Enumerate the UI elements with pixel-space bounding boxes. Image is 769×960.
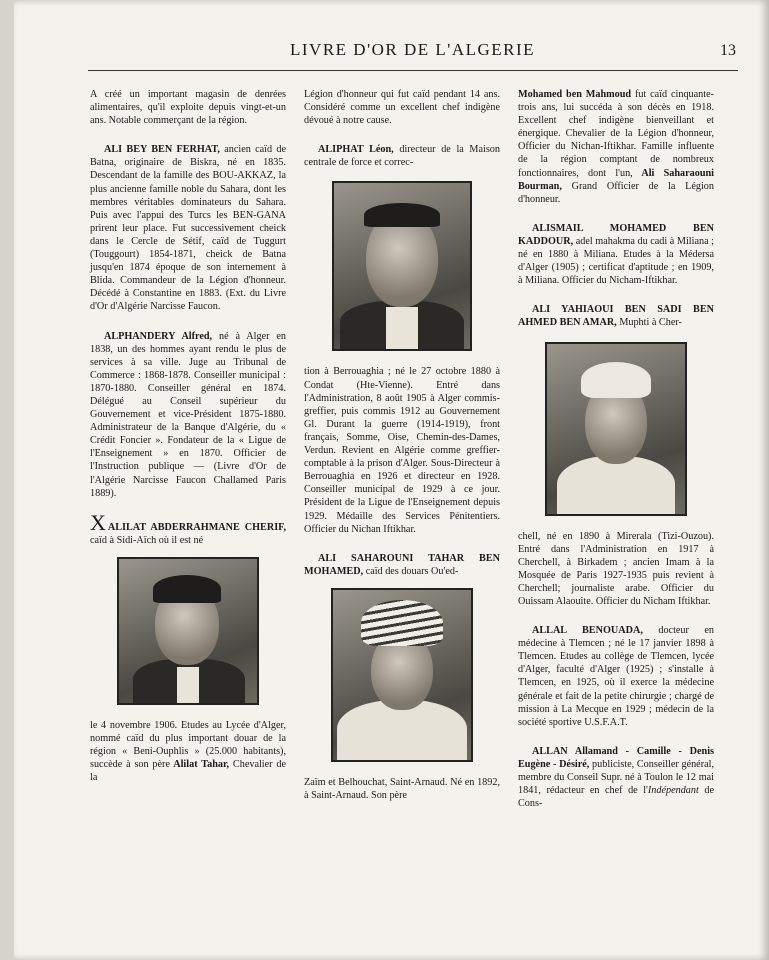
portrait-robe [557,456,675,516]
entry-continuation: chell, né en 1890 à Mirerala (Tizi-Ouzou). Entré dans l'Administration en 1917 à Cherchell, à Birkadem ; ancien Imam à la Mosquée de Paris 1927-1935 puis revient à Cherchell; journaliste arabe. Officier du Ouissam Alaouite. Officier du Nicham Iftikhar. [518,530,714,607]
entry-name: ALIPHAT Léon, [318,144,394,156]
entry-name: Alilat Tahar, [169,759,230,771]
running-title: LIVRE D'OR DE L'ALGERIE [290,40,536,59]
entry-name: ALI SAHAROUNI TAHAR BEN MOHAMED, [304,552,500,577]
portrait-photo-alilat [117,557,259,705]
column-1 [90,88,286,800]
entry-name: Mohamed ben Mahmoud [518,89,632,100]
entry-text: directeur de la Maison centrale de force et correc- [304,144,500,169]
entry-text: publiciste, Conseiller général, membre du Conseil Supr. né à Toulon le 12 mai 1841, rédacteur en chef de l' [518,758,714,797]
portrait-photo-aliphat [332,181,472,351]
portrait-hair [364,203,440,227]
entry-text: né à Alger en 1838, un des hommes ayant rendu le plus de services à sa ville. Juge au Tribunal de Commerce : 1868-1878. Conseiller municipal : 1870-1880. Conseiller général en 1874. Délégué au Conseil supérieur du Gouvernement et vice-Président 1875-1880. Administrateur de la Banque d'Algérie, du « Crédit Foncier ». Fondateur de la « Ligue de l'Enseignement » en 1870. Officier de l'Instruction publique — (Livre d'Or de l'Algérie Narcisse Faucon Challamed Paris 1889). [90,330,286,499]
entry-name: ALLAN Allamand - Camille - Denis Eugène - Désiré, [518,745,714,770]
page-number: 13 [720,42,736,59]
portrait-shirt [177,667,199,705]
entry-ali-bey-ben-ferhat [90,143,286,313]
entry-continuation: Légion d'honneur qui fut caïd pendant 14 ans. Considéré comme un excellent chef indigène dévoué à notre cause. [304,89,500,127]
entry-ali-saharouni [304,552,500,578]
entry-continuation [90,719,286,784]
entry-continuation: tion à Berrouaghia ; né le 27 octobre 1880 à Condat (Hte-Vienne). Entré dans l'Administration, 8 août 1905 à Alger commis-greffier, puis commis 1912 au Gouvernement Gl. Durant la guerre (1914-1919), front français, Somme, Oise, Chemin-des-Dames, Verdun. Revient en Algérie comme greffier-comptable à la prison d'Alger. Sous-Directeur à Berrouaghia en 1926 et directeur en 1928. Conseiller municipal de 1929 à ce jour. Président de la Ligue de l'Enseignement depuis 1929. Médaille des Services Pénitentiers. Officier du Nichan Iftikhar. [304,366,500,535]
handwritten-mark: X [90,509,106,535]
portrait-hair [153,575,221,603]
entry-paragraph: A créé un important magasin de denrées alimentaires, qu'il exploite depuis vingt-et-un ans. Notable commerçant de la région. [90,89,286,127]
header-rule [88,70,738,71]
entry-name: ALISMAIL MOHAMED BEN KADDOUR, [518,222,714,247]
portrait-shirt [386,307,418,351]
entry-continuation: Zaïm et Belhouchat, Saint-Arnaud. Né en 1892, à Saint-Arnaud. Son père [304,776,500,801]
entry-text: docteur en médecine à Tlemcen ; né le 17 janvier 1898 à Tlemcen. Etudes au collège de Tlemcen, lycée d'Alger, faculté d'Alger (1925) ; s'installe à Tlemcen, en 1925, où il exerce la médecine générale et fait de la petite chirurgie ; chargé de mission à La Mecque en 1929 ; médecin de la société sportive U.S.F.A.T. [518,625,714,728]
entry-ali-yahiaoui [518,303,714,329]
document-page [14,0,769,960]
entry-text: Muphti à Cher- [616,317,682,329]
entry-alismail [518,222,714,287]
entry-text: Chevalier de la [90,759,286,784]
entry-text: de Cons- [518,785,714,810]
entry-name: ALPHANDERY Alfred, [104,330,213,342]
entry-name: ALI BEY BEN FERHAT, [104,144,220,156]
entry-name: ALI YAHIAOUI BEN SADI BEN AHMED BEN AMAR, [518,304,714,329]
portrait-photo-ali-yahiaoui [545,342,687,516]
entry-name: ALLAL BENOUADA, [532,625,643,637]
entry-text: le 4 novembre 1906. Etudes au Lycée d'Alger, nommé caïd du plus important douar de la région « Beni-Ouphlis » (25.000 habitants), succède à son père [90,719,286,771]
entry-text: caïd des douars Ou'ed- [363,565,459,577]
entry-alilat [90,509,286,547]
entry-text: caïd à Sidi-Aïch où il est né [90,534,204,546]
entry-name: Ali Saharaouni Bourman, [518,167,714,192]
entry-text: Grand Officier de la Légion d'honneur. [518,180,714,205]
entry-text: ancien caïd de Batna, originaire de Biskra, né en 1835. Descendant de la famille des BOU-AKKAZ, la plus ancienne famille noble du Sahara, dont les membres véritables dominateurs du Sahara. Puis avec l'appui des Turcs les BEN-GANA prirent leur place. Fut successivement cheick dans le Cercle de Sétif, caïd de Tuggurt (Touggourt) 1854-1871, cheick de Batna jusqu'en 1874 époque de son internement à Blida. Commandeur de la Légion d'honneur. Décédé à Constantine en 1883. (Ext. du Livre d'Or d'Algérie Narcisse Faucon. [90,144,286,313]
entry-continuation [518,88,714,206]
entry-aliphat [304,143,500,169]
entry-allan [518,745,714,810]
portrait-turban [361,600,443,646]
entry-allal-benouada [518,624,714,729]
column-2 [304,88,500,818]
column-3 [518,88,714,826]
entry-alphandery [90,330,286,500]
page-header [14,36,769,76]
entry-name: ALILAT ABDERRAHMANE CHERIF, [107,521,286,533]
portrait-cap [581,362,651,398]
entry-text: adel mahakma du cadi à Miliana ; né en 1880 à Miliana. Etudes à la Médersa d'Alger (1905) ; certificat d'aptitude ; en 1909, à Miliana. Officier du Nicham-Iftikhar. [518,235,714,287]
entry-italic: Indépendant [647,785,699,797]
entry-text: fut caïd cinquante-trois ans, lui succéda à son décès en 1918. Excellent chef indigène bienveillant et énergique. Chevalier de la Légion d'honneur, Officier du Nichan-Iftikhar. Famille influente de la région comptant de nombreux fonctionnaires, dont l'un, [518,89,714,179]
portrait-photo-ali-saharouni [331,588,473,762]
